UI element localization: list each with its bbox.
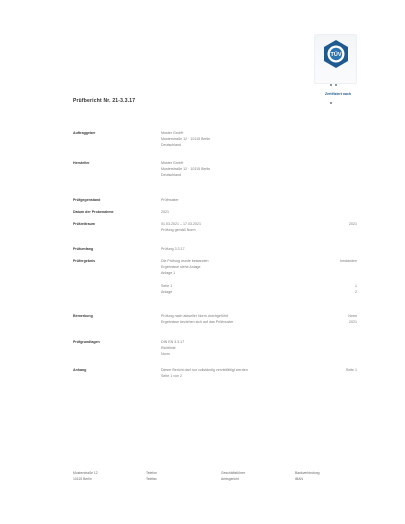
tuv-certification-seal-icon bbox=[321, 39, 351, 69]
row-value-line: Richtlinie bbox=[161, 346, 176, 350]
report-title: Prüfbericht Nr. 21-3.3.17 bbox=[73, 98, 136, 104]
row-value-line: Seite 1 von 2 bbox=[161, 374, 182, 378]
footer-column bbox=[73, 470, 133, 482]
footer-column bbox=[295, 470, 355, 482]
row-value-line: Anlage bbox=[161, 290, 173, 294]
row-value-line: Anlage 1 bbox=[161, 271, 176, 275]
footer-line: Amtsgericht bbox=[221, 477, 239, 481]
row-value bbox=[161, 258, 309, 276]
row-value-line: Muster GmbH bbox=[161, 131, 184, 135]
row-value-line: Seite 1 bbox=[161, 284, 173, 288]
row-value bbox=[161, 339, 309, 357]
row-value bbox=[161, 221, 309, 233]
row-extra bbox=[315, 258, 357, 264]
row-extra-line: 1 bbox=[355, 284, 357, 288]
row-label: Anhang bbox=[73, 368, 87, 372]
certification-badge bbox=[314, 34, 357, 84]
row-label: Prüfzeitraum bbox=[73, 222, 95, 226]
row-label: Prüfumfang bbox=[73, 247, 94, 251]
row-value-line: 01.03.2021 – 17.03.2021 bbox=[161, 222, 201, 226]
row-value-line: Norm bbox=[161, 352, 170, 356]
svg-text:TÜV: TÜV bbox=[330, 52, 342, 58]
row-value-line: Musterstraße 12 · 10115 Berlin bbox=[161, 167, 211, 171]
row-value-line: Prüfung nach aktueller Norm durchgeführt bbox=[161, 314, 228, 318]
row-label: Auftraggeber bbox=[73, 131, 96, 135]
row-value-line: DIN EN 3.3.17 bbox=[161, 340, 185, 344]
row-label: Datum der Probenahme bbox=[73, 210, 114, 214]
row-extra bbox=[315, 313, 357, 325]
row-value-line: Die Prüfung wurde bestanden bbox=[161, 259, 209, 263]
row-extra-line: bestanden bbox=[340, 259, 357, 263]
footer-line: Telefax bbox=[146, 477, 157, 481]
row-extra-line: Norm bbox=[348, 314, 357, 318]
row-label: Hersteller bbox=[73, 161, 90, 165]
row-value-line: 2021 bbox=[161, 210, 169, 214]
row-value bbox=[161, 130, 309, 148]
row-value bbox=[161, 209, 309, 215]
footer-column bbox=[221, 470, 281, 482]
cert-dots bbox=[330, 73, 344, 75]
row-extra-line: 2021 bbox=[349, 320, 357, 324]
row-extra bbox=[315, 283, 357, 295]
row-label: Prüfgegenstand bbox=[73, 198, 101, 202]
row-value bbox=[161, 367, 309, 379]
row-value-line: Deutschland bbox=[161, 143, 181, 147]
row-label: Prüfgrundlagen bbox=[73, 340, 100, 344]
footer-line: Musterstraße 12 bbox=[73, 471, 98, 475]
footer-line: 10115 Berlin bbox=[73, 477, 92, 481]
row-value-line: Ergebnisse siehe Anlage bbox=[161, 265, 201, 269]
footer-line: IBAN bbox=[295, 477, 303, 481]
row-value bbox=[161, 197, 309, 203]
row-label: Bemerkung bbox=[73, 314, 93, 318]
footer-line: Bankverbindung bbox=[295, 471, 320, 475]
footer-line: Geschäftsführer bbox=[221, 471, 246, 475]
row-value bbox=[161, 283, 309, 295]
row-value-line: Ergebnisse beziehen sich auf das Prüfmuster bbox=[161, 320, 234, 324]
row-value-line: Prüfmuster bbox=[161, 198, 179, 202]
row-value bbox=[161, 246, 309, 252]
row-value-line: Dieser Bericht darf nur vollständig vervielfältigt werden bbox=[161, 368, 248, 372]
row-label: Prüfergebnis bbox=[73, 259, 96, 263]
report-footer bbox=[73, 470, 358, 492]
row-extra bbox=[315, 367, 357, 373]
row-value-line: Muster GmbH bbox=[161, 161, 184, 165]
certification-text: Zertifiziert nach bbox=[324, 92, 352, 96]
row-value-line: Deutschland bbox=[161, 173, 181, 177]
row-extra-line: 2 bbox=[355, 290, 357, 294]
row-value bbox=[161, 313, 309, 325]
row-value bbox=[161, 160, 309, 178]
row-extra bbox=[315, 221, 357, 227]
row-value-line: Musterstraße 12 · 10115 Berlin bbox=[161, 137, 211, 141]
footer-column bbox=[146, 470, 206, 482]
row-value-line: Prüfung 3.3.17 bbox=[161, 247, 185, 251]
row-extra-line: Seite 1 bbox=[345, 368, 357, 372]
row-value-line: Prüfung gemäß Norm bbox=[161, 228, 196, 232]
footer-line: Telefon bbox=[146, 471, 157, 475]
row-extra-line: 2021 bbox=[349, 222, 357, 226]
